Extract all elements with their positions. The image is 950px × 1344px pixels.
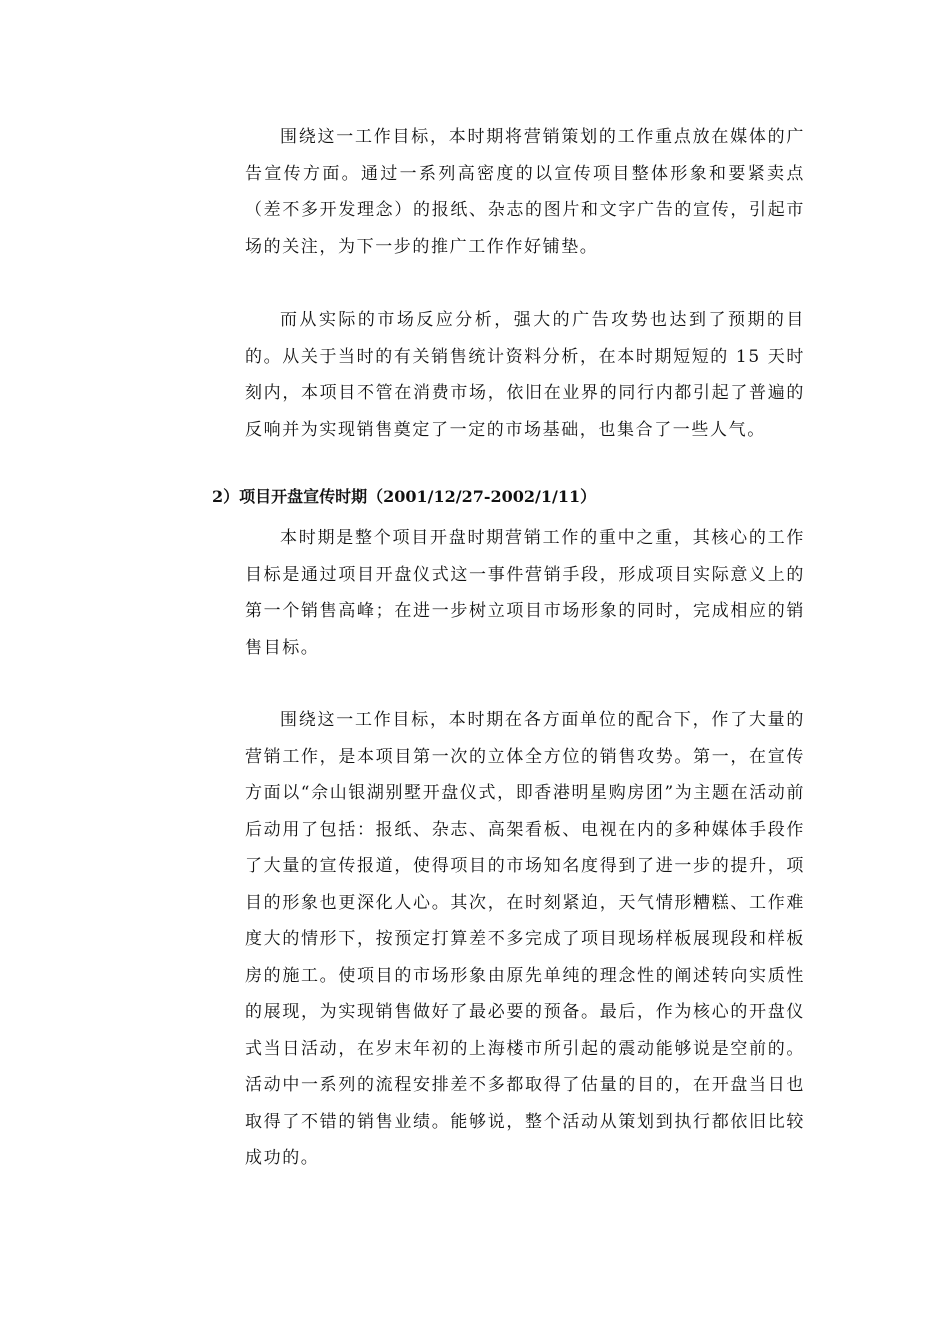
paragraph-2: 而从实际的市场反应分析，强大的广告攻势也达到了预期的目的。从关于当时的有关销售统计资料分析，在本时期短短的 15 天时刻内，本项目不管在消费市场，依旧在业界的同行内都引起了普遍的反响并为实现销售奠定了一定的市场基础，也集合了一些人气。 bbox=[245, 310, 805, 440]
paragraph-4: 围绕这一工作目标，本时期在各方面单位的配合下，作了大量的营销工作，是本项目第一次的立体全方位的销售攻势。第一，在宣传方面以“佘山银湖别墅开盘仪式，即香港明星购房团”为主题在活动前后动用了包括：报纸、杂志、高架看板、电视在内的多种媒体手段作了大量的宣传报道，使得项目的市场知名度得到了进一步的提升，项目的形象也更深化人心。其次，在时刻紧迫，天气情形糟糕、工作难度大的情形下，按预定打算差不多完成了项目现场样板展现段和样板房的施工。使项目的市场形象由原先单纯的理念性的阐述转向实质性的展现，为实现销售做好了最必要的预备。最后，作为核心的开盘仪式当日活动，在岁末年初的上海楼市所引起的震动能够说是空前的。活动中一系列的流程安排差不多都取得了估量的目的，在开盘当日也取得了不错的销售业绩。能够说，整个活动从策划到执行都依旧比较成功的。 bbox=[245, 710, 805, 1168]
section-heading: 2）项目开盘宣传时期（2001/12/27-2002/1/11） bbox=[212, 487, 597, 506]
paragraph-3: 本时期是整个项目开盘时期营销工作的重中之重，其核心的工作目标是通过项目开盘仪式这一事件营销手段，形成项目实际意义上的第一个销售高峰；在进一步树立项目市场形象的同时，完成相应的销售目标。 bbox=[245, 528, 805, 658]
paragraph-1: 围绕这一工作目标，本时期将营销策划的工作重点放在媒体的广告宣传方面。通过一系列高密度的以宣传项目整体形象和要紧卖点（差不多开发理念）的报纸、杂志的图片和文字广告的宣传，引起市场的关注，为下一步的推广工作作好铺垫。 bbox=[245, 127, 805, 257]
